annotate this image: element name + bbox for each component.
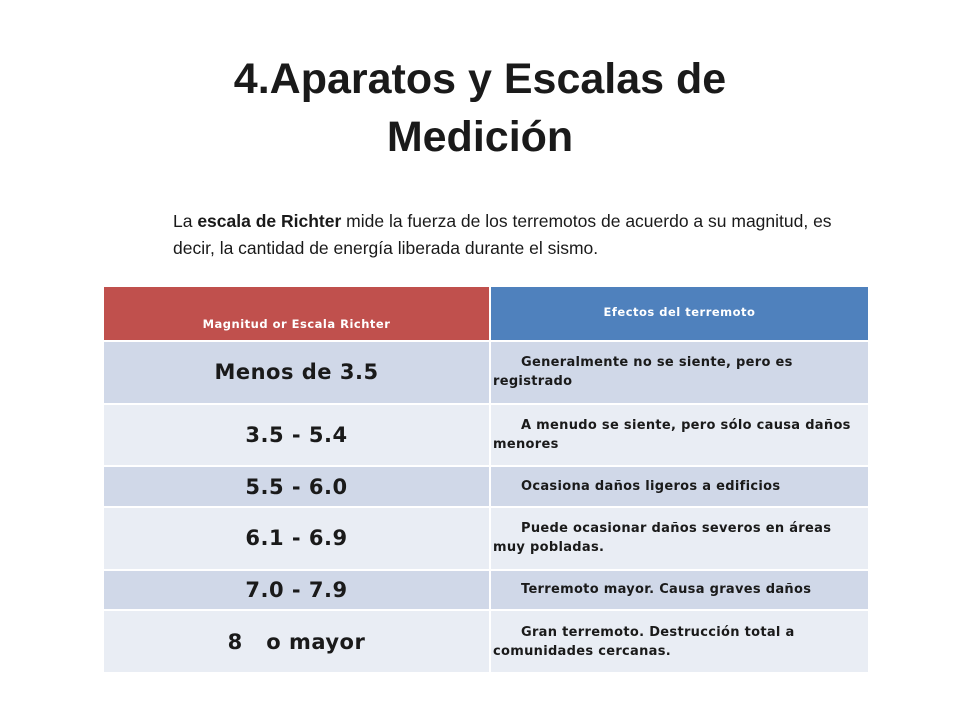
magnitude-cell: 5.5 - 6.0 <box>103 466 490 507</box>
magnitude-cell: 6.1 - 6.9 <box>103 507 490 570</box>
magnitude-cell: 3.5 - 5.4 <box>103 404 490 467</box>
table-row <box>103 507 869 570</box>
intro-bold-term: escala de Richter <box>197 211 342 231</box>
richter-scale-table <box>102 285 870 674</box>
table-row <box>103 404 869 467</box>
magnitude-cell: 8 o mayor <box>103 610 490 673</box>
magnitude-cell: Menos de 3.5 <box>103 341 490 404</box>
slide-title-line2: Medición <box>386 113 574 161</box>
table-header-row <box>103 286 869 341</box>
header-magnitude: Magnitud or Escala Richter <box>103 286 490 341</box>
intro-prefix: La <box>173 211 198 231</box>
effects-cell: Generalmente no se siente, pero es registrado <box>490 341 869 404</box>
table-row <box>103 466 869 507</box>
slide-title <box>120 50 840 166</box>
effects-cell: A menudo se siente, pero sólo causa daños menores <box>490 404 869 467</box>
header-effects: Efectos del terremoto <box>490 286 869 341</box>
magnitude-cell: 7.0 - 7.9 <box>103 570 490 611</box>
table-row <box>103 570 869 611</box>
intro-paragraph <box>173 208 853 262</box>
intro-rest: mide la fuerza de los terremotos de acuerdo a su magnitud, es decir, la cantidad de energía liberada durante el sismo. <box>173 211 832 258</box>
table-row <box>103 341 869 404</box>
effects-cell: Puede ocasionar daños severos en áreas muy pobladas. <box>490 507 869 570</box>
effects-cell: Gran terremoto. Destrucción total a comunidades cercanas. <box>490 610 869 673</box>
effects-cell: Ocasiona daños ligeros a edificios <box>490 466 869 507</box>
slide-title-line1: 4.Aparatos y Escalas de <box>233 55 727 103</box>
table-row <box>103 610 869 673</box>
effects-cell: Terremoto mayor. Causa graves daños <box>490 570 869 611</box>
